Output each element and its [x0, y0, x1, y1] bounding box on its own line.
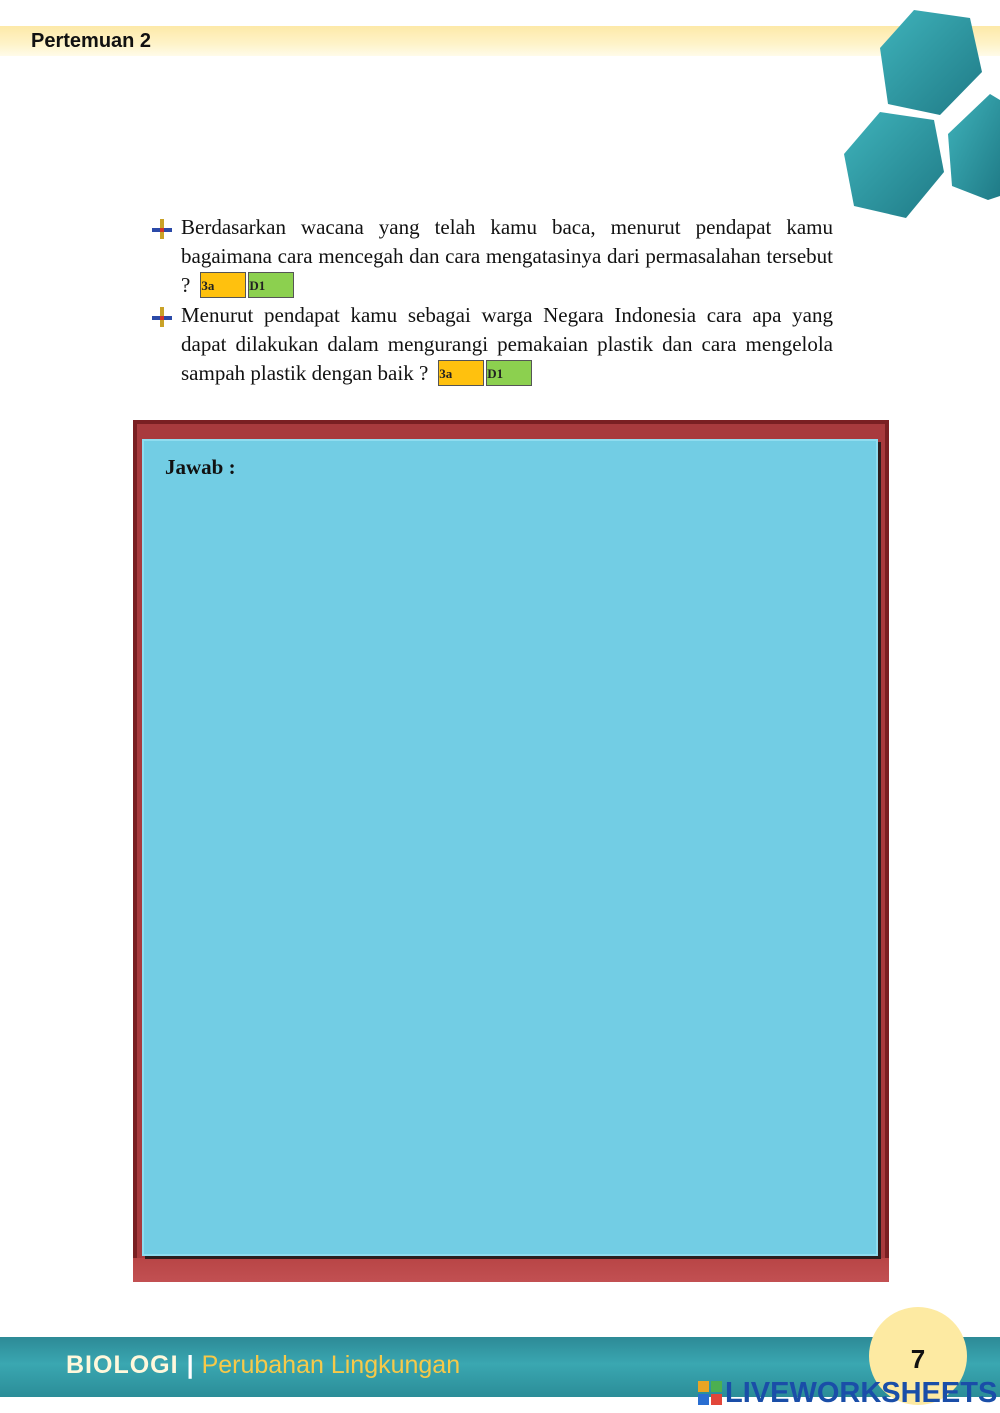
liveworksheets-watermark — [698, 1376, 997, 1410]
footer-separator: | — [186, 1351, 194, 1379]
hexagon-left — [844, 112, 944, 218]
question-2 — [181, 301, 833, 388]
hexagon-right — [948, 94, 1000, 200]
answer-input-area[interactable] — [142, 439, 878, 1256]
hexagon-decoration — [830, 0, 1000, 230]
footer-subject: BIOLOGI — [66, 1351, 179, 1379]
question-1 — [181, 213, 833, 300]
plus-bullet-icon — [151, 306, 173, 328]
tag-3a: 3a — [438, 360, 484, 386]
liveworksheets-logo-icon — [698, 1381, 722, 1405]
hexagon-top — [880, 10, 982, 115]
plus-bullet-icon — [151, 218, 173, 240]
tag-d1: D1 — [248, 272, 294, 298]
footer-title — [66, 1351, 460, 1380]
watermark-text: LIVEWORKSHEETS — [725, 1376, 998, 1409]
answer-frame-bottom — [133, 1258, 889, 1282]
footer-topic: Perubahan Lingkungan — [201, 1351, 461, 1379]
tag-d1: D1 — [486, 360, 532, 386]
tag-3a: 3a — [200, 272, 246, 298]
answer-label: Jawab : — [165, 455, 236, 479]
question-1-text: Berdasarkan wacana yang telah kamu baca, menurut pendapat kamu bagaimana cara mencegah dan cara mengatasinya dari permasalahan tersebut ? — [181, 215, 833, 297]
page-number: 7 — [910, 1344, 926, 1374]
page-title: Pertemuan 2 — [31, 30, 152, 52]
question-2-text: Menurut pendapat kamu sebagai warga Negara Indonesia cara apa yang dapat dilakukan dalam mengurangi pemakaian plastik dan cara mengelola sampah plastik dengan baik ? — [181, 303, 833, 385]
